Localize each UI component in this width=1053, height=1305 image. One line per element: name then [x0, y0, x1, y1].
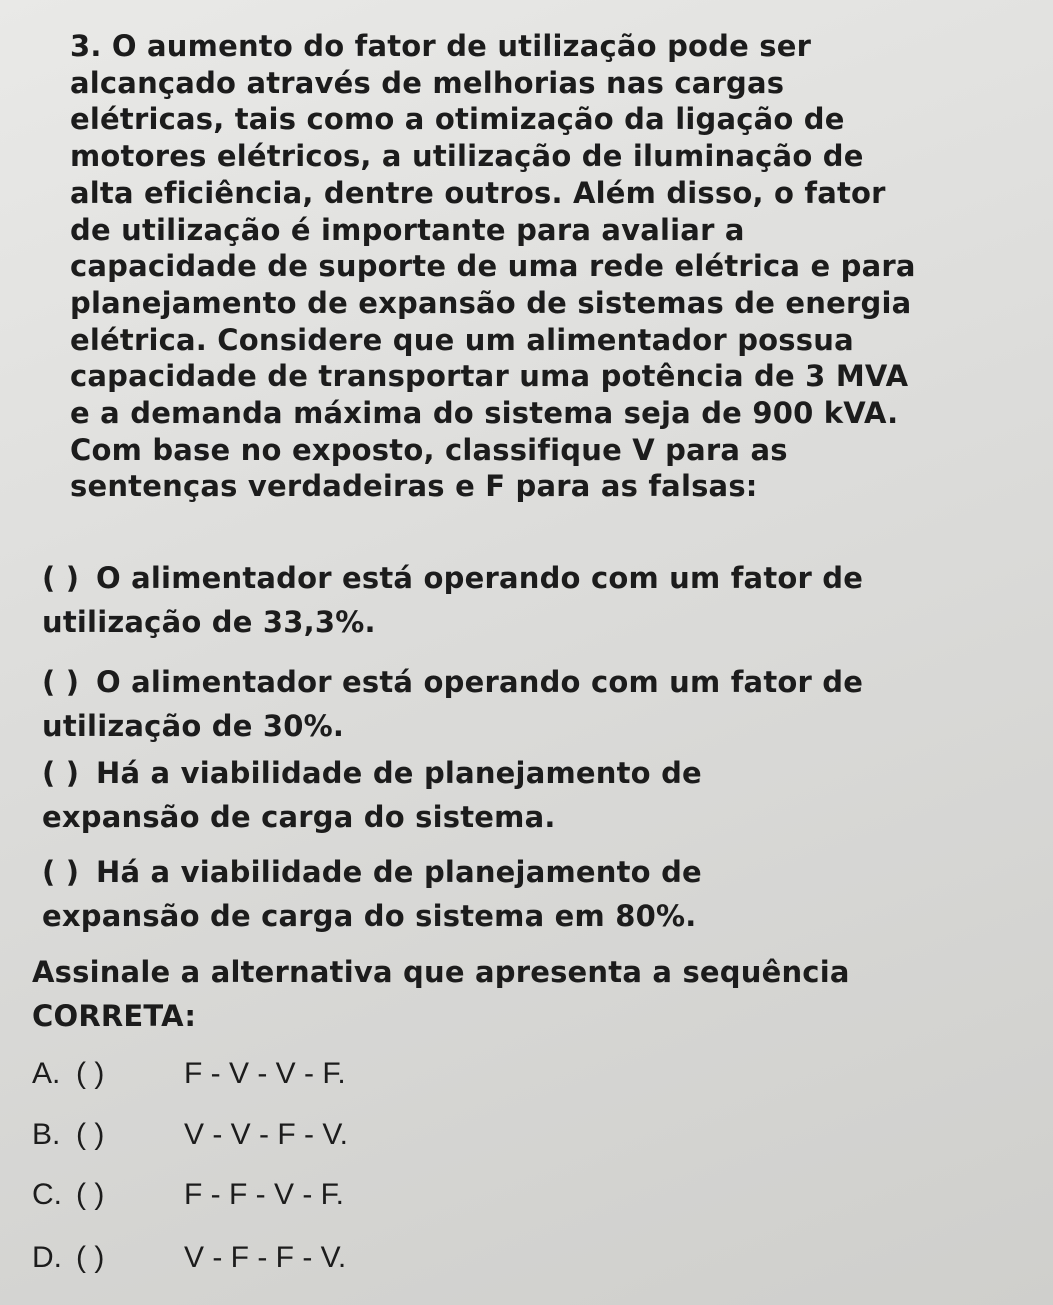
- option-letter: A.: [32, 1057, 61, 1090]
- statement-text: Há a viabilidade de planejamento de: [96, 855, 702, 889]
- instruction-text: [32, 950, 1032, 1038]
- instruction-line: Assinale a alternativa que apresenta a sequência: [32, 955, 850, 989]
- statement-1: [42, 556, 1032, 644]
- question-line: alcançado através de melhorias nas cargas: [70, 65, 785, 100]
- question-line: capacidade de suporte de uma rede elétrica e para: [70, 249, 916, 284]
- question-line: planejamento de expansão de sistemas de energia: [70, 285, 912, 320]
- instruction-line: CORRETA:: [32, 999, 197, 1033]
- option-radio[interactable]: ( ): [76, 1178, 105, 1211]
- statement-text: utilização de 30%.: [42, 709, 345, 743]
- option-a[interactable]: [32, 1054, 346, 1094]
- statement-text: expansão de carga do sistema em 80%.: [42, 899, 697, 933]
- question-line: capacidade de transportar uma potência de 3 MVA: [70, 359, 909, 394]
- question-line: de utilização é importante para avaliar a: [70, 212, 745, 247]
- question-line: Com base no exposto, classifique V para as: [70, 432, 788, 467]
- option-text: V - F - F - V.: [184, 1241, 347, 1274]
- option-text: F - F - V - F.: [184, 1178, 344, 1211]
- option-radio[interactable]: ( ): [76, 1241, 105, 1274]
- question-text: [70, 28, 1040, 505]
- statement-text: Há a viabilidade de planejamento de: [96, 756, 702, 790]
- question-line: elétrica. Considere que um alimentador possua: [70, 322, 854, 357]
- statement-4: [42, 850, 1032, 938]
- statement-answer-blank[interactable]: ( ): [42, 561, 80, 595]
- question-line: sentenças verdadeiras e F para as falsas:: [70, 469, 758, 504]
- option-c[interactable]: [32, 1175, 344, 1215]
- statement-answer-blank[interactable]: ( ): [42, 855, 80, 889]
- option-letter: C.: [32, 1178, 62, 1211]
- question-line: alta eficiência, dentre outros. Além disso, o fator: [70, 175, 886, 210]
- statement-2: [42, 660, 1032, 748]
- statement-text: expansão de carga do sistema.: [42, 800, 556, 834]
- statement-3: [42, 751, 1032, 839]
- statement-text: O alimentador está operando com um fator de: [96, 665, 864, 699]
- statement-answer-blank[interactable]: ( ): [42, 756, 80, 790]
- question-line: e a demanda máxima do sistema seja de 900 kVA.: [70, 396, 899, 431]
- question-line: motores elétricos, a utilização de iluminação de: [70, 139, 864, 174]
- option-d[interactable]: [32, 1238, 346, 1278]
- statement-text: O alimentador está operando com um fator de: [96, 561, 864, 595]
- statement-answer-blank[interactable]: ( ): [42, 665, 80, 699]
- question-line: 3. O aumento do fator de utilização pode ser: [70, 29, 812, 63]
- option-text: V - V - F - V.: [184, 1118, 348, 1151]
- option-radio[interactable]: ( ): [76, 1057, 105, 1090]
- option-letter: B.: [32, 1118, 61, 1151]
- statement-text: utilização de 33,3%.: [42, 605, 376, 639]
- option-b[interactable]: [32, 1115, 348, 1155]
- question-line: elétricas, tais como a otimização da ligação de: [70, 102, 845, 137]
- option-text: F - V - V - F.: [184, 1057, 346, 1090]
- option-letter: D.: [32, 1241, 62, 1274]
- option-radio[interactable]: ( ): [76, 1118, 105, 1151]
